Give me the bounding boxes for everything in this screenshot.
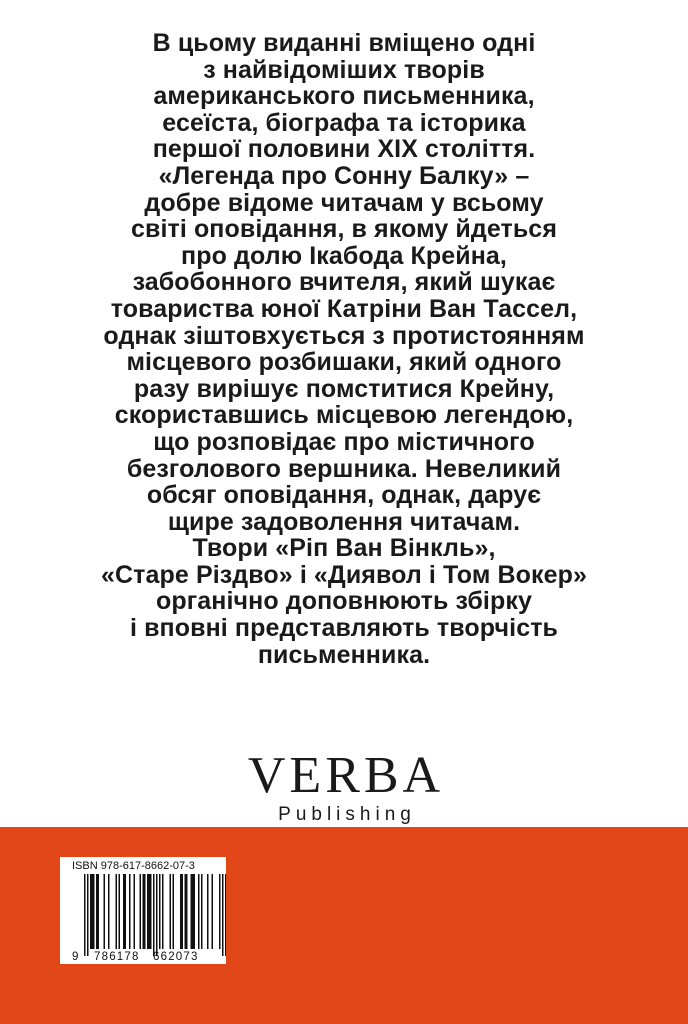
- barcode-bar: [153, 874, 155, 956]
- barcode-image: [60, 857, 226, 964]
- barcode-bar: [108, 874, 110, 949]
- description-line: місцевого розбишаки, який одного: [126, 348, 562, 377]
- barcode-bar: [143, 874, 145, 949]
- description-line: обсяг оповідання, однак, дарує: [146, 481, 542, 510]
- barcode-bar: [173, 874, 175, 949]
- description-line: «Старе Різдво» і «Диявол і Том Вокер»: [101, 560, 587, 589]
- description-line: першої половини XIX століття.: [152, 135, 536, 164]
- description-line: безголового вершника. Невеликий: [126, 454, 562, 483]
- barcode-bar: [140, 874, 142, 949]
- description-line: світі оповідання, в якому йдеться: [130, 215, 558, 244]
- barcode-bar: [162, 874, 164, 949]
- barcode-digits-lead: 9: [72, 951, 79, 963]
- barcode-bar: [98, 874, 100, 949]
- description-line: що розповідає про містичного: [153, 427, 535, 456]
- description-line: забобонного вчителя, який шукає: [132, 268, 556, 297]
- barcode-bar: [92, 874, 94, 949]
- barcode-bar: [198, 874, 200, 949]
- description-line: щире задоволення читачам.: [167, 507, 521, 536]
- barcode-bar: [180, 874, 182, 949]
- publisher-subtitle: Publishing: [278, 804, 416, 825]
- description-line: органічно доповнюють збірку: [156, 587, 532, 616]
- barcode-bar: [207, 874, 209, 949]
- barcode-bar: [119, 874, 121, 949]
- barcode-bar: [222, 874, 224, 956]
- description-line: Твори «Ріп Ван Вінкль»,: [192, 534, 496, 563]
- description-line: письменника.: [257, 640, 431, 669]
- barcode-bar: [134, 874, 136, 949]
- description-line: товариства юної Катріни Ван Тассел,: [110, 294, 578, 323]
- barcode-bar: [150, 874, 152, 949]
- isbn-number: ISBN 978-617-8662-07-3: [72, 860, 195, 872]
- barcode-bar: [116, 874, 118, 949]
- barcode-digits-left: 786178: [94, 951, 140, 963]
- barcode-bar: [192, 874, 194, 949]
- description-line: скориставшись місцевою легендою,: [114, 401, 574, 430]
- barcode-bar: [93, 874, 95, 949]
- description-line: разу вирішує помститися Крейну,: [133, 374, 555, 403]
- barcode-bar: [147, 874, 149, 949]
- barcode-bar: [212, 874, 214, 949]
- publisher-logo: [0, 748, 688, 825]
- barcode-bar: [182, 874, 184, 949]
- description-line: американського письменника,: [153, 82, 535, 111]
- barcode-bar: [104, 874, 106, 949]
- book-description: [0, 30, 688, 668]
- barcode-bar: [149, 874, 151, 949]
- description-line: і вповні представляють творчість: [129, 614, 559, 643]
- barcode-bar: [186, 874, 188, 949]
- description-line: есеїста, біографа та історика: [162, 108, 526, 137]
- description-line: «Легенда про Сонну Балку» –: [158, 161, 530, 190]
- barcode-bar: [144, 874, 146, 949]
- barcode-bar: [185, 874, 187, 949]
- barcode-bar: [129, 874, 131, 949]
- barcode-bar: [156, 874, 158, 956]
- barcode-bar: [125, 874, 127, 949]
- barcode-bar: [225, 874, 226, 956]
- barcode-bar: [84, 874, 86, 956]
- barcode-bar: [123, 874, 125, 949]
- description-line: добре відоме читачам у всьому: [144, 188, 544, 217]
- description-line: з найвідоміших творів: [203, 55, 485, 84]
- barcode-bar: [191, 874, 193, 949]
- barcode-bar: [219, 874, 221, 949]
- barcode-digits-right: 662073: [153, 951, 199, 963]
- barcode-bar: [170, 874, 172, 949]
- isbn-barcode-panel: [60, 857, 226, 964]
- description-line: про долю Ікабода Крейна,: [181, 241, 507, 270]
- barcode-bar: [96, 874, 98, 949]
- barcode-bar: [87, 874, 89, 956]
- barcode-bar: [90, 874, 92, 949]
- publisher-wordmark: VERBA: [247, 747, 445, 804]
- description-line: В цьому виданні вміщено одні: [152, 29, 536, 57]
- barcode-bar: [159, 874, 161, 949]
- description-line: однак зіштовхується з протистоянням: [103, 321, 585, 350]
- barcode-bar: [194, 874, 196, 949]
- barcode-bar: [201, 874, 203, 949]
